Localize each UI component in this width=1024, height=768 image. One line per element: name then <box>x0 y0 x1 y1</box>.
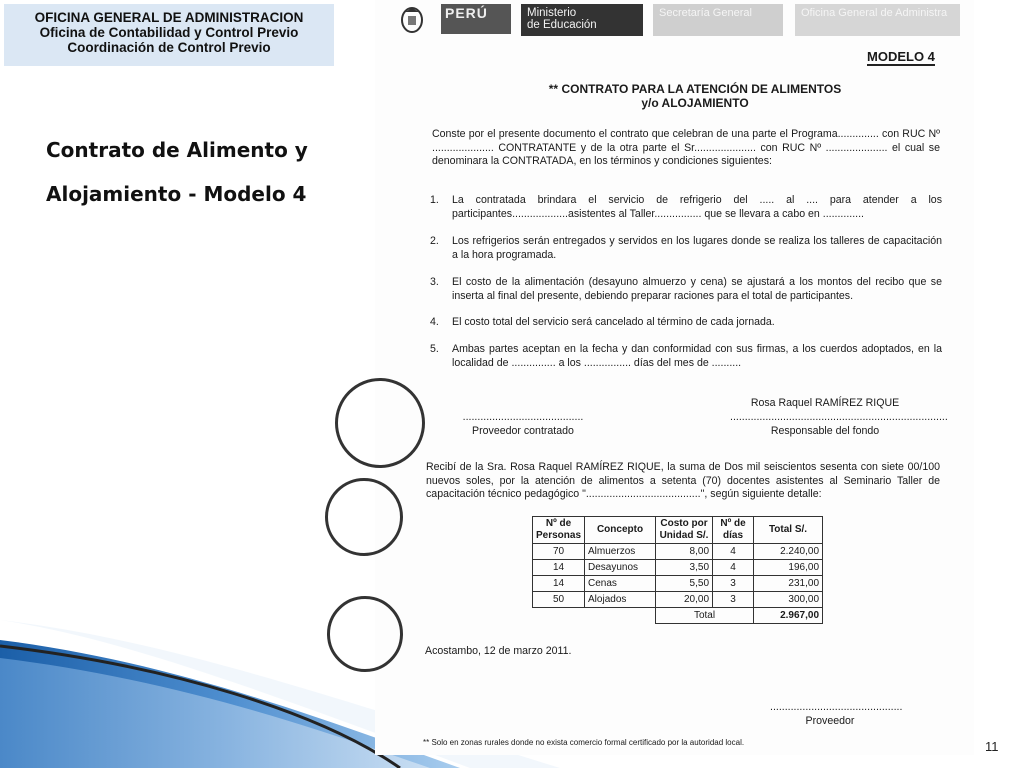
table-cell: 3,50 <box>656 560 713 576</box>
table-cell: 4 <box>713 544 754 560</box>
clause-number: 5. <box>430 343 439 355</box>
clause-text: Los refrigerios serán entregados y servidos en los lugares donde se realiza los talleres de capacitación a la hora programada. <box>452 235 942 261</box>
scanned-contract-document <box>375 0 974 755</box>
slide-title-line-2: Alojamiento - Modelo 4 <box>46 182 307 206</box>
table-cell: 196,00 <box>754 560 823 576</box>
table-cell: 2.240,00 <box>754 544 823 560</box>
official-stamp-icon <box>325 478 403 556</box>
detail-table <box>532 516 823 624</box>
table-cell: 3 <box>713 592 754 608</box>
clause-number: 4. <box>430 316 439 328</box>
table-cell: 300,00 <box>754 592 823 608</box>
table-cell: 70 <box>533 544 585 560</box>
ministry-line-2: de Educación <box>527 19 597 31</box>
national-emblem-icon <box>397 4 427 34</box>
table-cell: 14 <box>533 560 585 576</box>
table-cell: 20,00 <box>656 592 713 608</box>
table-cell: Almuerzos <box>585 544 656 560</box>
total-value: 2.967,00 <box>754 608 823 624</box>
clause-text: Ambas partes aceptan en la fecha y dan conformidad con sus firmas, a los cuerdos adoptados, en la localidad de ............... a los ................ días del mes de .......... <box>452 343 942 369</box>
clause-text: El costo total del servicio será cancelado al término de cada jornada. <box>452 316 775 328</box>
signature-line-responsible <box>730 410 948 438</box>
table-cell: 8,00 <box>656 544 713 560</box>
clause-number: 1. <box>430 194 439 206</box>
signature-dots: .......................................................................... <box>730 411 948 423</box>
signature-dots: ............................................. <box>770 701 903 713</box>
signature-label-responsible: Responsable del fondo <box>770 425 880 437</box>
oficina-label: Oficina General de Administra <box>795 4 960 36</box>
letterhead <box>385 2 975 36</box>
total-label: Total <box>656 608 754 624</box>
clause-number: 2. <box>430 235 439 247</box>
place-date: Acostambo, 12 de marzo 2011. <box>425 645 572 657</box>
table-cell: 4 <box>713 560 754 576</box>
contract-title <box>495 82 895 110</box>
official-stamp-icon <box>327 596 403 672</box>
office-line-1: OFICINA GENERAL DE ADMINISTRACION <box>34 10 304 25</box>
modelo-badge: MODELO 4 <box>867 49 935 64</box>
office-line-3: Coordinación de Control Previo <box>67 40 271 55</box>
slide-title <box>46 128 366 216</box>
contract-intro: Conste por el presente documento el contrato que celebran de una parte el Programa.............. con RUC Nº ..................... CONTRATANTE y de la otra parte el Sr..................... con RUC Nº ..................... el cual se denominara la CONTRATADA, en los términos y condiciones siguientes: <box>432 128 940 167</box>
table-cell: Alojados <box>585 592 656 608</box>
table-cell: Cenas <box>585 576 656 592</box>
office-header-box <box>4 4 334 66</box>
table-total-row <box>533 608 823 624</box>
table-row <box>533 544 823 560</box>
ministry-line-1: Ministerio <box>527 7 577 19</box>
ministry-label <box>521 4 643 36</box>
signature-line-provider <box>453 410 593 438</box>
table-header: Total S/. <box>754 517 823 544</box>
signature-dots: ......................................... <box>462 411 584 423</box>
peru-label: PERÚ <box>441 4 511 34</box>
table-cell: 14 <box>533 576 585 592</box>
slide-page-number: 11 <box>985 739 999 754</box>
table-cell: 231,00 <box>754 576 823 592</box>
clause-number: 3. <box>430 276 439 288</box>
table-cell: 50 <box>533 592 585 608</box>
table-row <box>533 560 823 576</box>
table-cell: 5,50 <box>656 576 713 592</box>
table-row <box>533 592 823 608</box>
official-stamp-icon <box>335 378 425 468</box>
clause-text: El costo de la alimentación (desayuno almuerzo y cena) se ajustará a los montos del recibo que se inserta al final del presente, debiendo preparar raciones para el total de participantes. <box>452 276 942 302</box>
office-line-2: Oficina de Contabilidad y Control Previo <box>39 25 299 40</box>
receipt-paragraph: Recibí de la Sra. Rosa Raquel RAMÍREZ RIQUE, la suma de Dos mil seiscientos sesenta con siete 00/100 nuevos soles, por la atención de alimentos a setenta (70) docentes asistentes al Seminario Taller de capacitación técnico pedagógico ".......................................", según siguiente detalle: <box>426 461 940 500</box>
table-header: Costo por Unidad S/. <box>656 517 713 544</box>
table-row <box>533 576 823 592</box>
secretaria-label: Secretaría General <box>653 4 783 36</box>
table-header: Nº de días <box>713 517 754 544</box>
provider-label: Proveedor <box>805 715 855 727</box>
provider-signature <box>770 700 903 728</box>
signer-name: Rosa Raquel RAMÍREZ RIQUE <box>750 397 900 409</box>
signature-label-provider: Proveedor contratado <box>472 425 574 437</box>
footnote: ** Solo en zonas rurales donde no exista comercio formal certificado por la autoridad local. <box>423 738 745 747</box>
clause-text: La contratada brindara el servicio de refrigerio del ..... al .... para atender a los participantes...................asistentes al Taller................ que se llevara a cabo en .............. <box>452 194 942 220</box>
table-cell: Desayunos <box>585 560 656 576</box>
table-header: Nº de Personas <box>533 517 585 544</box>
contract-title-line-1: ** CONTRATO PARA LA ATENCIÓN DE ALIMENTOS <box>548 82 842 96</box>
table-header-row <box>533 517 823 544</box>
slide-title-line-1: Contrato de Alimento y <box>46 138 308 162</box>
contract-title-line-2: y/o ALOJAMIENTO <box>641 96 749 110</box>
table-header: Concepto <box>585 517 656 544</box>
table-cell: 3 <box>713 576 754 592</box>
